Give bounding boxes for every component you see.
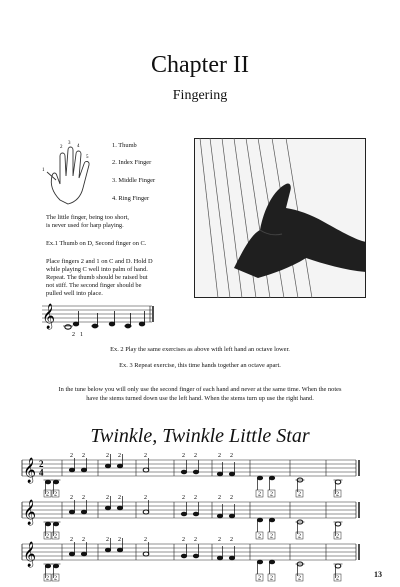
fingering-number: 2 xyxy=(218,453,221,459)
finger-label-ring: 4. Ring Finger xyxy=(112,195,150,202)
fingering-number: 2 xyxy=(336,575,339,582)
fingering-number: 2 xyxy=(70,495,73,501)
fingering-number: 2 xyxy=(82,495,85,501)
fingering-number: 2 xyxy=(54,575,57,582)
fingering-number: 2 xyxy=(298,491,301,498)
instruction-line: while playing C well into palm of hand. xyxy=(46,266,148,273)
treble-clef: 𝄞 xyxy=(42,303,56,328)
note xyxy=(69,510,75,514)
fingering-number: 2 xyxy=(270,533,273,540)
fingering-number: 2 xyxy=(106,495,109,501)
fingering-number: 2 xyxy=(144,453,147,459)
fingering-number: 2 xyxy=(54,491,57,498)
note xyxy=(229,556,235,560)
exercise-1-text: Ex.1 Thumb on D, Second finger on C. xyxy=(46,240,147,247)
tune-instructions-line: have the stems turned down use the left hand. When the stems turn up use the right hand. xyxy=(86,395,314,402)
fingering-number: 2 xyxy=(118,537,121,543)
fingering-number: 2 xyxy=(46,575,49,582)
fingering-number: 2 xyxy=(70,453,73,459)
fingering-number: 1 xyxy=(80,332,83,338)
note xyxy=(181,512,187,516)
fingering-number: 2 xyxy=(144,495,147,501)
note xyxy=(181,554,187,558)
chapter-subtitle: Fingering xyxy=(172,88,228,103)
note xyxy=(257,560,263,564)
fingering-number: 2 xyxy=(270,575,273,582)
fingering-number: 2 xyxy=(106,453,109,459)
treble-clef: 𝄞 xyxy=(23,457,37,482)
finger-number: 3 xyxy=(68,141,71,146)
note xyxy=(257,476,263,480)
instruction-line: pulled well into place. xyxy=(46,290,103,297)
note xyxy=(117,464,123,468)
note xyxy=(193,470,199,474)
fingering-number: 2 xyxy=(46,533,49,540)
note xyxy=(217,556,223,560)
instruction-line: Repeat. The thumb should be raised but xyxy=(46,274,148,281)
fingering-number: 2 xyxy=(230,453,233,459)
instruction-line: Place fingers 2 and 1 on C and D. Hold D xyxy=(46,258,153,265)
fingering-number: 2 xyxy=(298,533,301,540)
fingering-number: 2 xyxy=(54,533,57,540)
fingering-number: 2 xyxy=(182,537,185,543)
note xyxy=(143,468,149,472)
note xyxy=(73,322,79,326)
note xyxy=(81,552,87,556)
note xyxy=(69,552,75,556)
fingering-number: 2 xyxy=(218,495,221,501)
note xyxy=(53,564,59,568)
finger-label-thumb: 1. Thumb xyxy=(112,142,137,149)
note xyxy=(335,522,341,526)
fingering-number: 2 xyxy=(230,495,233,501)
note xyxy=(269,518,275,522)
note xyxy=(217,514,223,518)
fingering-number: 2 xyxy=(218,537,221,543)
fingering-number: 2 xyxy=(118,495,121,501)
fingering-number: 2 xyxy=(118,453,121,459)
note xyxy=(53,480,59,484)
note xyxy=(81,510,87,514)
note xyxy=(117,548,123,552)
note xyxy=(229,514,235,518)
fingering-number: 2 xyxy=(258,575,261,582)
note xyxy=(117,506,123,510)
finger-label-middle: 3. Middle Finger xyxy=(112,177,156,184)
fingering-number: 2 xyxy=(144,537,147,543)
fingering-number: 2 xyxy=(72,332,75,338)
note xyxy=(143,552,149,556)
finger-number: 5 xyxy=(86,155,89,160)
note xyxy=(257,518,263,522)
fingering-number: 2 xyxy=(82,537,85,543)
note xyxy=(105,464,111,468)
note xyxy=(45,522,51,526)
note xyxy=(143,510,149,514)
note xyxy=(45,564,51,568)
note xyxy=(335,564,341,568)
little-finger-text-line: is never used for harp playing. xyxy=(46,222,124,229)
song-title: Twinkle, Twinkle Little Star xyxy=(90,425,310,447)
note xyxy=(139,322,145,326)
note xyxy=(181,470,187,474)
tune-instructions-line: In the tune below you will only use the second finger of each hand and never at the same time. When the notes xyxy=(58,386,342,393)
fingering-number: 2 xyxy=(230,537,233,543)
page-number: 13 xyxy=(374,570,382,579)
fingering-number: 2 xyxy=(182,495,185,501)
time-signature: 4 xyxy=(39,467,44,478)
instruction-line: not stiff. The second finger should be xyxy=(46,282,142,289)
whole-note xyxy=(65,325,71,329)
note xyxy=(269,560,275,564)
little-finger-text-line: The little finger, being too short, xyxy=(46,214,129,221)
note xyxy=(53,522,59,526)
hand-diagram xyxy=(38,138,98,208)
fingering-number: 2 xyxy=(258,533,261,540)
note xyxy=(269,476,275,480)
note xyxy=(109,322,115,326)
fingering-number: 2 xyxy=(106,537,109,543)
note xyxy=(69,468,75,472)
time-signature: 2 xyxy=(39,459,44,469)
note xyxy=(335,480,341,484)
fingering-number: 2 xyxy=(336,491,339,498)
note xyxy=(193,554,199,558)
note xyxy=(105,506,111,510)
fingering-number: 2 xyxy=(46,491,49,498)
fingering-number: 2 xyxy=(298,575,301,582)
note xyxy=(229,472,235,476)
finger-number: 4 xyxy=(77,144,80,149)
fingering-number: 2 xyxy=(182,453,185,459)
note xyxy=(105,548,111,552)
note xyxy=(81,468,87,472)
fingering-number: 2 xyxy=(194,453,197,459)
finger-label-index: 2. Index Finger xyxy=(112,159,152,166)
fingering-number: 2 xyxy=(194,537,197,543)
fingering-number: 2 xyxy=(258,491,261,498)
note xyxy=(193,512,199,516)
fingering-number: 2 xyxy=(270,491,273,498)
exercise-staff xyxy=(40,300,156,340)
exercise-3-text: Ex. 3 Repeat exercise, this time hands together an octave apart. xyxy=(119,362,281,369)
treble-clef: 𝄞 xyxy=(23,499,37,524)
fingering-number: 2 xyxy=(194,495,197,501)
finger-number: 2 xyxy=(60,145,63,150)
note xyxy=(217,472,223,476)
harp-hand-photo xyxy=(194,138,366,298)
finger-number: 1 xyxy=(42,168,45,173)
treble-clef: 𝄞 xyxy=(23,541,37,566)
exercise-2-text: Ex. 2 Play the same exercises as above with left hand an octave lower. xyxy=(110,346,290,353)
fingering-number: 2 xyxy=(336,533,339,540)
fingering-number: 2 xyxy=(70,537,73,543)
note xyxy=(45,480,51,484)
chapter-title: Chapter II xyxy=(151,52,249,78)
fingering-number: 2 xyxy=(82,453,85,459)
